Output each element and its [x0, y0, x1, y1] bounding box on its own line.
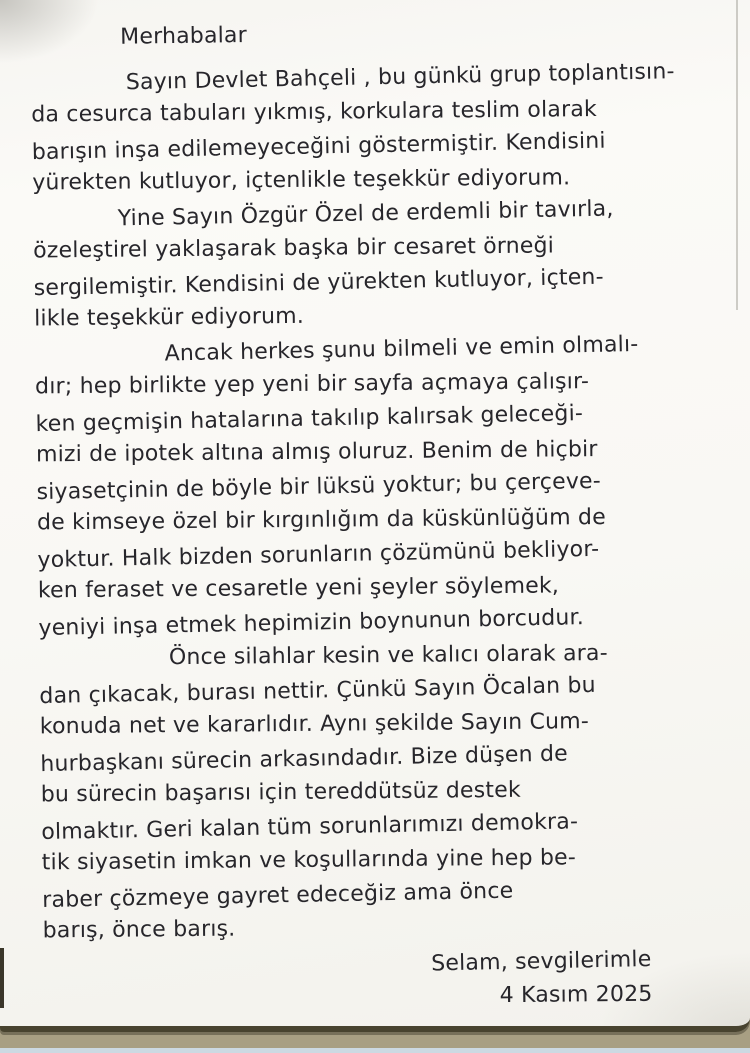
handwritten-line: barış, önce barış. — [42, 916, 236, 944]
paragraph-3 — [34, 328, 738, 644]
handwritten-line: yoktur. Halk bizden sorunların çözümünü bekliyor- — [37, 536, 600, 574]
handwritten-line: konuda net ve kararlıdır. Aynı şekilde Sayın Cum- — [39, 709, 590, 740]
handwritten-line: barışın inşa edilemeyeceğini göstermiştir. Kendisini — [31, 128, 606, 166]
paragraph-2 — [33, 192, 735, 338]
handwritten-line: sergilemiştir. Kendisini de yürekten kutluyor, içten- — [33, 264, 604, 302]
closing-date: 4 Kasım 2025 — [499, 981, 653, 1009]
handwritten-line: raber çözmeye gayret edeceğiz ama önce — [42, 878, 514, 914]
handwritten-line: Sayın Devlet Bahçeli , bu günkü grup toplantısın- — [125, 59, 675, 96]
handwritten-line: de kimseye özel bir kırgınlığım da küskünlüğüm de — [36, 504, 606, 536]
handwritten-line: yürekten kutluyor, içtenlikle teşekkür ediyorum. — [32, 165, 571, 196]
table-bottom-edge — [0, 1048, 750, 1053]
handwritten-line: da cesurca tabuları yıkmış, korkulara teslim olarak — [31, 97, 598, 128]
handwritten-line: yeniyi inşa etmek hepimizin boynunun borcudur. — [38, 605, 585, 642]
paragraph-1 — [31, 56, 733, 202]
handwritten-line: ken feraset ve cesaretle yeni şeyler söylemek, — [37, 573, 560, 604]
handwritten-line: özeleştirel yaklaşarak başka bir cesaret örneği — [33, 233, 555, 264]
handwritten-line: olmaktır. Geri kalan tüm sorunlarımızı demokra- — [41, 809, 579, 846]
paragraph-4 — [39, 634, 743, 950]
closing-salutation: Selam, sevgilerimle — [430, 947, 652, 977]
handwritten-line: likle teşekkür ediyorum. — [34, 303, 305, 332]
paper-crease — [736, 0, 738, 310]
handwritten-line: hurbaşkanı sürecin arkasındadır. Bize düşen de — [40, 741, 569, 778]
handwritten-line: Önce silahlar kesin ve kalıcı olarak ara- — [168, 640, 608, 671]
handwritten-line: mizi de ipotek altına almış oluruz. Benim de hiçbir — [35, 437, 598, 468]
handwritten-line: bu sürecin başarısı için tereddütsüz destek — [40, 777, 521, 808]
handwritten-line: ken geçmişin hatalarına takılıp kalırsak geleceği- — [35, 401, 584, 438]
handwritten-line: Yine Sayın Özgür Özel de erdemli bir tavırla, — [117, 196, 614, 232]
paper-left-edge — [0, 948, 4, 1008]
handwritten-line: Ancak herkes şunu bilmeli ve emin olmalı- — [164, 331, 639, 367]
closing-block — [43, 942, 744, 1020]
handwritten-line: dan çıkacak, burası nettir. Çünkü Sayın Öcalan bu — [39, 672, 597, 710]
letter-body — [30, 12, 744, 1020]
handwritten-line: tik siyasetin imkan ve koşullarında yine hep be- — [41, 845, 577, 876]
handwritten-line: dır; hep birlikte yep yeni bir sayfa açmaya çalışır- — [34, 369, 590, 400]
greeting-line: Merhabalar — [120, 22, 248, 50]
handwritten-line: siyasetçinin de böyle bir lüksü yoktur; bu çerçeve- — [36, 468, 602, 506]
